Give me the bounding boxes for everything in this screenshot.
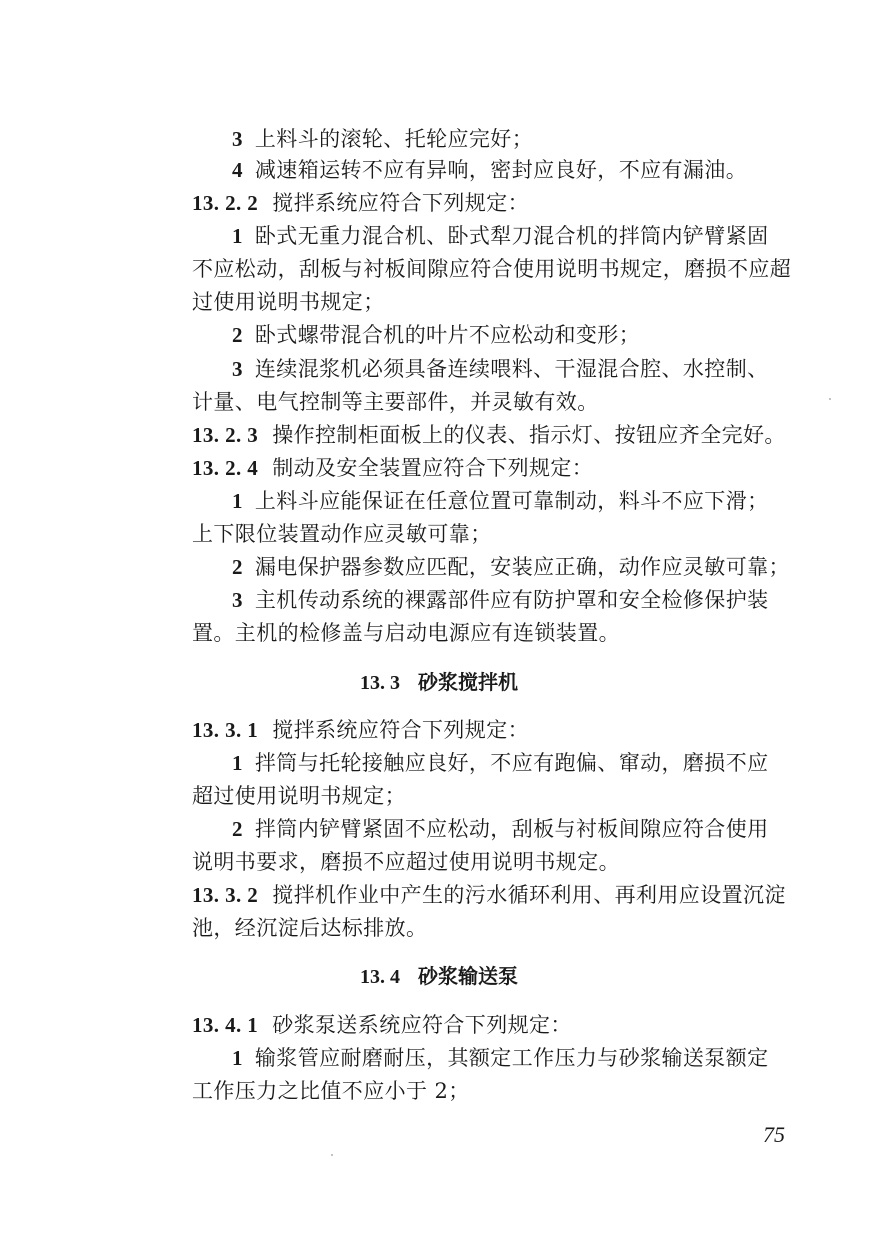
section-title: 砂浆搅拌机	[418, 670, 518, 694]
item-number: 3	[232, 588, 243, 612]
clause-text: 砂浆泵送系统应符合下列规定：	[272, 1013, 572, 1037]
scan-speck	[331, 1154, 333, 1156]
item-number: 2	[232, 817, 243, 841]
clause-number: 13. 2. 4	[192, 456, 259, 480]
item-text: 拌筒内铲臂紧固不应松动，刮板与衬板间隙应符合使用	[254, 817, 769, 841]
section-title: 砂浆输送泵	[418, 964, 518, 988]
item-number: 1	[232, 1046, 243, 1070]
item-number: 1	[232, 751, 243, 775]
clause-number: 13. 3. 2	[192, 883, 259, 907]
item-text: 工作压力之比值不应小于 2；	[192, 1079, 470, 1103]
clause-13-2-3	[192, 420, 812, 450]
item-text: 池，经沉淀后达标排放。	[192, 916, 428, 940]
scan-speck	[829, 398, 831, 400]
item-text: 主机传动系统的裸露部件应有防护罩和安全检修保护装	[254, 588, 769, 612]
clause-13-2-2	[192, 188, 812, 218]
item-number: 3	[232, 357, 243, 381]
item-number: 3	[232, 127, 243, 151]
item-3-line	[232, 124, 852, 154]
item-text: 连续混浆机必须具备连续喂料、干湿混合腔、水控制、	[254, 357, 769, 381]
item-text: 上料斗的滚轮、托轮应完好；	[254, 127, 534, 151]
item-2-line	[232, 320, 852, 350]
item-text: 卧式螺带混合机的叶片不应松动和变形；	[254, 323, 641, 347]
clause-text: 搅拌机作业中产生的污水循环利用、再利用应设置沉淀	[272, 883, 786, 907]
item-1-line	[232, 221, 852, 251]
item-text: 计量、电气控制等主要部件，并灵敏有效。	[192, 390, 599, 414]
item-text: 说明书要求，磨损不应超过使用说明书规定。	[192, 850, 620, 874]
continuation-line	[192, 387, 812, 417]
item-4-line	[232, 155, 852, 185]
item-text: 减速箱运转不应有异响，密封应良好，不应有漏油。	[254, 158, 748, 182]
page-number: 75	[763, 1122, 785, 1147]
clause-13-3-1	[192, 715, 812, 745]
clause-13-2-4	[192, 453, 812, 483]
item-number: 1	[232, 489, 243, 513]
continuation-line	[192, 913, 812, 943]
item-2-line	[232, 552, 852, 582]
item-text: 超过使用说明书规定；	[192, 784, 406, 808]
section-number: 13. 4	[360, 966, 400, 988]
item-text: 拌筒与托轮接触应良好，不应有跑偏、窜动，磨损不应	[254, 751, 769, 775]
item-text: 上下限位装置动作应灵敏可靠；	[192, 522, 492, 546]
clause-13-4-1	[192, 1010, 812, 1040]
item-number: 2	[232, 555, 243, 579]
clause-text: 搅拌系统应符合下列规定：	[272, 191, 530, 215]
section-heading-13-4	[0, 961, 878, 992]
clause-number: 13. 2. 3	[192, 423, 259, 447]
item-3-line	[232, 585, 852, 615]
item-text: 不应松动，刮板与衬板间隙应符合使用说明书规定，磨损不应超	[192, 257, 792, 281]
continuation-line	[192, 287, 812, 317]
clause-text: 操作控制柜面板上的仪表、指示灯、按钮应齐全完好。	[272, 423, 786, 447]
item-text: 卧式无重力混合机、卧式犁刀混合机的拌筒内铲臂紧固	[254, 224, 769, 248]
clause-number: 13. 4. 1	[192, 1013, 259, 1037]
clause-text: 制动及安全装置应符合下列规定：	[272, 456, 594, 480]
clause-number: 13. 3. 1	[192, 718, 259, 742]
item-text: 漏电保护器参数应匹配，安装应正确，动作应灵敏可靠；	[254, 555, 790, 579]
item-text: 置。主机的检修盖与启动电源应有连锁装置。	[192, 621, 620, 645]
continuation-line	[192, 1076, 812, 1106]
continuation-line	[192, 254, 812, 284]
item-2-line	[232, 814, 852, 844]
section-heading-13-3	[0, 667, 878, 698]
item-3-line	[232, 354, 852, 384]
item-1-line	[232, 486, 852, 516]
item-1-line	[232, 748, 852, 778]
continuation-line	[192, 618, 812, 648]
item-text: 输浆管应耐磨耐压，其额定工作压力与砂浆输送泵额定	[254, 1046, 769, 1070]
item-number: 2	[232, 323, 243, 347]
clause-text: 搅拌系统应符合下列规定：	[272, 718, 530, 742]
item-text: 上料斗应能保证在任意位置可靠制动，料斗不应下滑；	[254, 489, 769, 513]
clause-number: 13. 2. 2	[192, 191, 259, 215]
item-number: 1	[232, 224, 243, 248]
item-1-line	[232, 1043, 852, 1073]
item-number: 4	[232, 158, 243, 182]
item-text: 过使用说明书规定；	[192, 290, 385, 314]
continuation-line	[192, 781, 812, 811]
continuation-line	[192, 847, 812, 877]
clause-13-3-2	[192, 880, 812, 910]
section-number: 13. 3	[360, 672, 400, 694]
continuation-line	[192, 519, 812, 549]
